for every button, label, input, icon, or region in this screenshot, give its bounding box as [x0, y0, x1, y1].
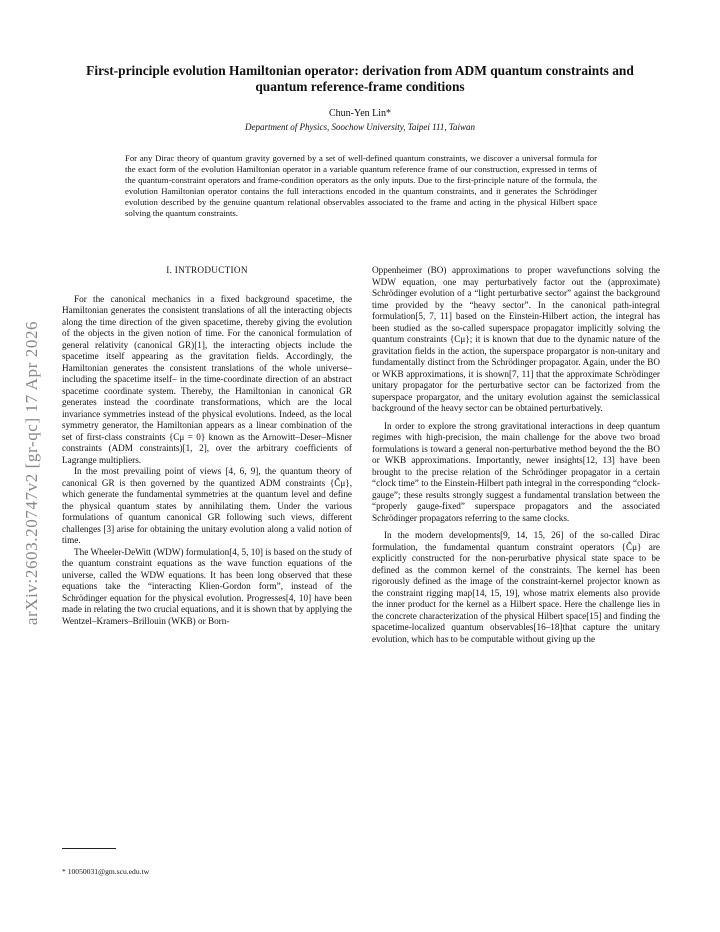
right-column	[372, 265, 660, 645]
paragraph: The Wheeler-DeWitt (WDW) formulation[4, 5, 10] is based on the study of the quantum constraint equations as the wave function equations of the universe, called the WDW equations. It has been long observed that these equations take the “interacting Klien-Gordon form”, instead of the Schrödinger equation for the physical evolution. Progresses[4, 10] have been made in relating the two crucial equations, and it is shown that by applying the Wentzel–Kramers–Brillouin (WKB) or Born-	[62, 546, 352, 626]
paragraph: In order to explore the strong gravitational interactions in deep quantum regimes with high-precision, the main challenge for the above two broad formulations is toward a general non-perturbative method beyond the the BO or WKB approximations. Importantly, newer insights[12, 13] have been brought to the precise relation of the Schrödinger propagator in a certain “clock time” to the Einstein-Hilbert path integral in the corresponding “clock-gauge”; these results strongly suggest a fundamental translation between the “properly gauge-fixed” superspace propagators and the associated Schrödinger propagators referring to the same clocks.	[372, 420, 660, 523]
left-column	[62, 265, 352, 627]
paragraph: Oppenheimer (BO) approximations to proper wavefunctions solving the WDW equation, one may perturbatively factor out the (approximate) Schrödinger evolution of a “light perturbative sector” against the background time provided by the “heavy sector”. In the canonical path-integral formulation[5, 7, 11] based on the Einstein-Hilbert action, the integral has been studied as the so-called superspace propagator implicitly solving the quantum constraints {Cμ}; it is known that due to the dynamic nature of the gravitation fields in the action, the superspace propargator is non-unitary and fundamentally distinct from the Schrödinger propagator. Again, under the BO or WKB approximations, it is shown[7, 11] that the approximate Schrödinger unitary propagator for the perturbative sector can be factorized from the superspace propargator, and the unitary evolution against the semiclassical background of the heavy sector can be obtained perturbatively.	[372, 265, 660, 413]
paragraph: In the most prevailing point of views [4, 6, 9], the quantum theory of canonical GR is then governed by the quantized ADM constraints {Ĉμ}, which generate the fundamental symmetries at the quantum level and define the physical quantum states by annihilating them. Under the various formulations of quantum canonical GR following such views, different challenges [3] arise for obtaining the unitary evolution along a valid notion of time.	[62, 466, 352, 545]
footnote-rule	[62, 848, 116, 849]
paragraph: For the canonical mechanics in a fixed background spacetime, the Hamiltonian generates the consistent translations of all the interacting objects along the time direction of the given spacetime, thereby giving the evolution of the objects in the given notion of time. For the canonical formulation of general relativity (canonical GR)[1], the interacting objects include the spacetime itself appearing as the gravitation fields. Accordingly, the Hamiltonian generates the consistent translations of the whole universe–including the spacetime itself– in the time-coordinate direction of an abstract spacetime coordinate system. Thereby, the Hamiltonian in canonical GR generates instead the coordinate transformations, which are the local invariance symmetries instead of the physical evolutions. Indeed, as the local symmetry generator, the Hamiltonian appears as a linear combination of the set of first-class constraints {Cμ = 0} known as the Arnowitt–Deser–Misner constraints (ADM constraints)[1, 2], over the arbitrary coefficients of Lagrange multipliers.	[62, 293, 352, 465]
arxiv-identifier: arXiv:2603.20747v2 [gr-qc] 17 Apr 2026	[22, 320, 41, 626]
author-name: Chun-Yen Lin*	[328, 108, 392, 119]
paper-title: First-principle evolution Hamiltonian operator: derivation from ADM quantum constraints and quantum reference-frame conditions	[86, 63, 634, 94]
footnote-email: * 10050031@gm.scu.edu.tw	[62, 867, 150, 876]
arxiv-sidebar	[18, 263, 46, 683]
paragraph: In the modern developments[9, 14, 15, 26] of the so-called Dirac formulation, the fundamental quantum constraint operators {Ĉμ} are explicitly constructed for the non-perurbative physical state space to be defined as the common kernel of the constraints. The kernel has been rigorously defined as the image of the constraint-kernel projector known as the constraint rigging map[14, 15, 19], whose matrix elements also provide the inner product for the kernel as a Hilbert space. Here the challenge lies in the concrete characterization of the physical Hilbert space[15] and finding the spacetime-localized quantum observables[16–18]that capture the unitary evolution, which has to be computable without giving up the	[372, 530, 660, 644]
section-heading: I. INTRODUCTION	[166, 265, 248, 275]
author-affiliation: Department of Physics, Soochow University, Taipei 111, Taiwan	[245, 122, 475, 132]
abstract: For any Dirac theory of quantum gravity governed by a set of well-defined quantum constraints, we discover a universal formula for the exact form of the evolution Hamiltonian operator in a variable quantum reference frame of our construction, expressed in terms of the quantum-constraint operators and frame-condition operators as the only inputs. Due to the first-principle nature of the formula, the evolution Hamiltonian operator contains the full interactions encoded in the quantum constraints, and it generates the Schrödinger evolution described by the genuine quantum relational observables associated to the frame and acting in the physical Hilbert space solving the quantum constraints.	[125, 153, 597, 218]
